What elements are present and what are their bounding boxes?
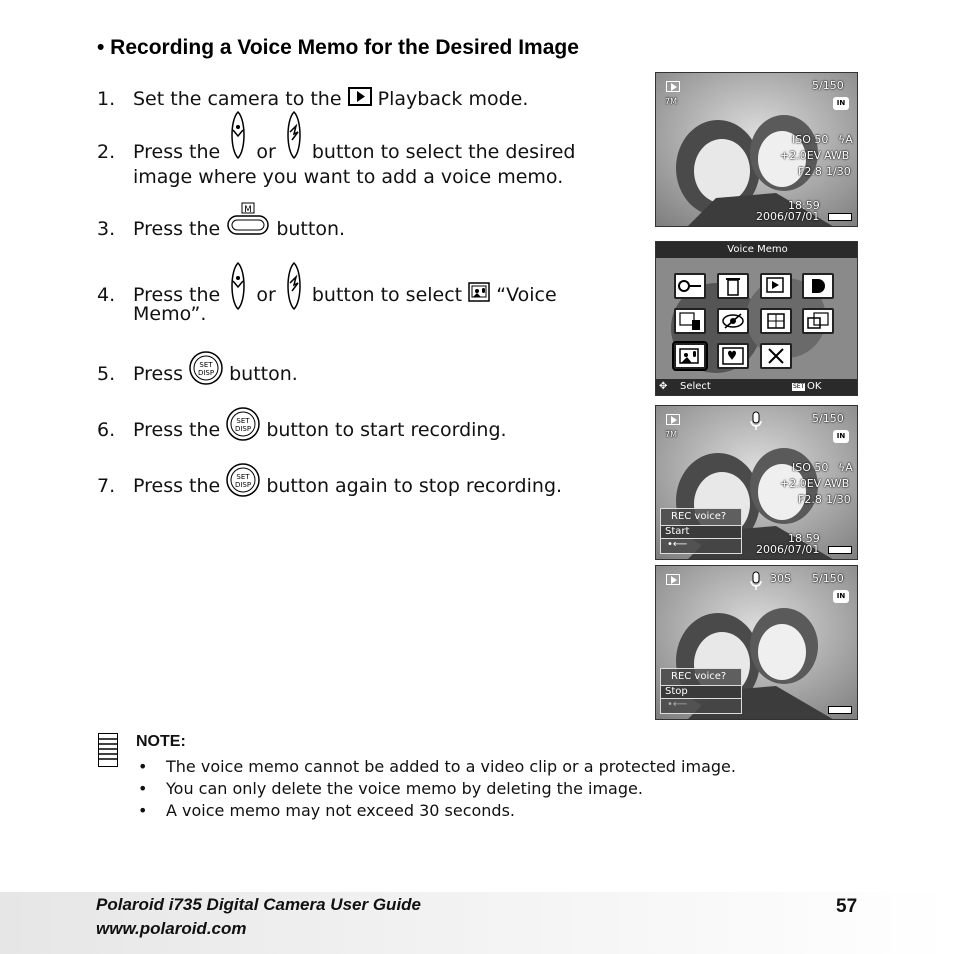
camera-screen-playback	[655, 72, 858, 227]
resolution-label: 7M	[665, 430, 677, 439]
internal-memory-icon: IN	[833, 430, 849, 443]
step-text-continued: Memo”.	[133, 303, 207, 325]
step-text: Press	[133, 363, 184, 385]
playback-mode-icon	[666, 574, 680, 585]
step-text: Press the	[133, 141, 221, 163]
step-number: 7.	[97, 475, 116, 497]
rotate-icon	[762, 310, 790, 332]
step-text-continued: image where you want to add a voice memo.	[133, 166, 564, 188]
menu-item-startup-image[interactable]	[717, 343, 749, 369]
step-number: 6.	[97, 419, 116, 441]
menu-item-rotate[interactable]	[760, 308, 792, 334]
step-text: button to select	[311, 284, 463, 306]
rec-voice-prompt: REC voice?	[671, 671, 727, 682]
step-3	[97, 205, 346, 243]
note-item: • You can only delete the voice memo by deleting the image.	[136, 778, 736, 800]
step-text: button.	[276, 218, 346, 240]
step-text: or	[256, 284, 276, 306]
page-number: 57	[836, 896, 858, 917]
set-key-icon: SET	[793, 383, 805, 390]
right-button-icon	[282, 138, 306, 167]
playback-mode-icon	[666, 414, 680, 425]
step-5	[97, 357, 298, 392]
step-6	[97, 413, 507, 448]
step-number: 4.	[97, 284, 116, 306]
rec-start-label: Start	[665, 526, 690, 537]
aperture-label: F2.8	[798, 493, 822, 506]
time-label: 18:59	[788, 199, 820, 212]
voice-memo-icon	[468, 282, 490, 309]
menu-item-redeye[interactable]	[717, 308, 749, 334]
menu-item-slideshow[interactable]	[760, 273, 792, 299]
playback-mode-icon	[666, 81, 680, 92]
iso-label: ISO 50	[792, 461, 829, 474]
battery-icon	[828, 706, 852, 714]
page-title: • Recording a Voice Memo for the Desired Image	[97, 36, 579, 59]
menu-item-delete[interactable]	[717, 273, 749, 299]
red-eye-icon	[719, 310, 747, 332]
left-button-icon	[226, 273, 250, 318]
step-text: Set the camera to the	[133, 88, 342, 110]
note-title: NOTE:	[136, 733, 186, 750]
camera-screen-menu	[655, 241, 858, 396]
menu-item-setup[interactable]	[760, 343, 792, 369]
footer-url[interactable]: www.polaroid.com	[96, 919, 247, 938]
step-text: “Voice	[496, 284, 557, 306]
rec-voice-dialog	[660, 668, 742, 714]
trash-icon	[719, 275, 747, 297]
note-icon	[98, 733, 118, 767]
copy-to-card-icon	[676, 310, 704, 332]
rec-voice-dialog	[660, 508, 742, 554]
set-label: SET	[199, 361, 213, 369]
slideshow-icon	[762, 275, 790, 297]
rec-stop-option[interactable]	[661, 685, 741, 699]
internal-memory-icon: IN	[833, 97, 849, 110]
set-disp-button-icon	[226, 469, 260, 504]
microphone-icon	[750, 411, 762, 431]
step-text: Press the	[133, 475, 221, 497]
resolution-label: 7M	[665, 97, 677, 106]
voice-memo-icon	[676, 345, 704, 367]
step-4	[97, 273, 557, 325]
set-disp-button-icon	[189, 357, 223, 392]
step-number: 5.	[97, 363, 116, 385]
menu-item-protect[interactable]	[674, 273, 706, 299]
navigation-arrows-icon: ✥	[659, 381, 668, 392]
footer-title: Polaroid i735 Digital Camera User Guide	[96, 895, 422, 914]
menu-footer	[656, 379, 858, 395]
note-list	[136, 756, 736, 822]
step-number: 1.	[97, 88, 116, 110]
step-text: or	[256, 141, 276, 163]
menu-title: Voice Memo	[656, 242, 858, 258]
set-label: SET	[236, 473, 250, 481]
set-disp-button-icon	[226, 413, 260, 448]
white-balance-label: AWB	[824, 149, 850, 162]
menu-item-dpof[interactable]	[802, 273, 834, 299]
note-item: • The voice memo cannot be added to a video clip or a protected image.	[136, 756, 736, 778]
menu-item-voice-memo[interactable]	[674, 343, 706, 369]
step-2	[97, 138, 576, 188]
step-text: Press the	[133, 419, 221, 441]
step-number: 2.	[97, 141, 116, 163]
step-7	[97, 469, 562, 504]
rec-back-icon: •⟵	[667, 699, 688, 710]
microphone-icon	[750, 571, 762, 591]
set-label: SET	[236, 417, 250, 425]
menu-item-resize[interactable]	[802, 308, 834, 334]
step-text: button again to stop recording.	[266, 475, 563, 497]
step-1	[97, 86, 528, 113]
flash-label: ϟA	[838, 461, 853, 474]
right-button-icon	[282, 273, 306, 318]
step-text: Press the	[133, 284, 221, 306]
playback-icon	[348, 87, 372, 113]
select-hint: Select	[680, 381, 711, 392]
image-counter: 5/150	[812, 79, 844, 92]
exposure-label: +2.0EV	[780, 477, 822, 490]
setup-tools-icon	[762, 345, 790, 367]
white-balance-label: AWB	[824, 477, 850, 490]
shutter-label: 1/30	[826, 165, 851, 178]
rec-back-icon: •⟵	[667, 539, 688, 550]
rec-voice-prompt: REC voice?	[671, 511, 727, 522]
image-counter: 5/150	[812, 412, 844, 425]
note-item: • A voice memo may not exceed 30 seconds.	[136, 800, 736, 822]
iso-label: ISO 50	[792, 133, 829, 146]
step-text: Press the	[133, 218, 221, 240]
key-icon	[676, 275, 704, 297]
battery-icon	[828, 213, 852, 221]
exposure-label: +2.0EV	[780, 149, 822, 162]
step-text: button to select the desired	[311, 141, 576, 163]
dpof-icon	[804, 275, 832, 297]
internal-memory-icon: IN	[833, 590, 849, 603]
step-number: 3.	[97, 218, 116, 240]
menu-button-icon	[226, 205, 270, 243]
disp-label: DISP	[235, 481, 252, 489]
menu-item-copy[interactable]	[674, 308, 706, 334]
step-text: Playback mode.	[377, 88, 529, 110]
date-label: 2006/07/01	[756, 210, 820, 223]
disp-label: DISP	[198, 369, 215, 377]
time-label: 18:59	[788, 532, 820, 545]
flash-label: ϟA	[838, 133, 853, 146]
step-text: button.	[229, 363, 298, 385]
rec-stop-label: Stop	[665, 686, 688, 697]
rec-start-option[interactable]	[661, 525, 741, 539]
image-counter: 5/150	[812, 572, 844, 585]
battery-icon	[828, 546, 852, 554]
notepad-lines-icon	[99, 734, 117, 766]
date-label: 2006/07/01	[756, 543, 820, 556]
shutter-label: 1/30	[826, 493, 851, 506]
disp-label: DISP	[235, 425, 252, 433]
resize-icon	[804, 310, 832, 332]
menu-letter: M	[244, 205, 253, 215]
ok-hint: OK	[807, 381, 822, 392]
left-button-icon	[226, 138, 250, 167]
recording-seconds: 30S	[770, 572, 791, 585]
aperture-label: F2.8	[798, 165, 822, 178]
step-text: button to start recording.	[266, 419, 507, 441]
startup-image-icon	[719, 345, 747, 367]
